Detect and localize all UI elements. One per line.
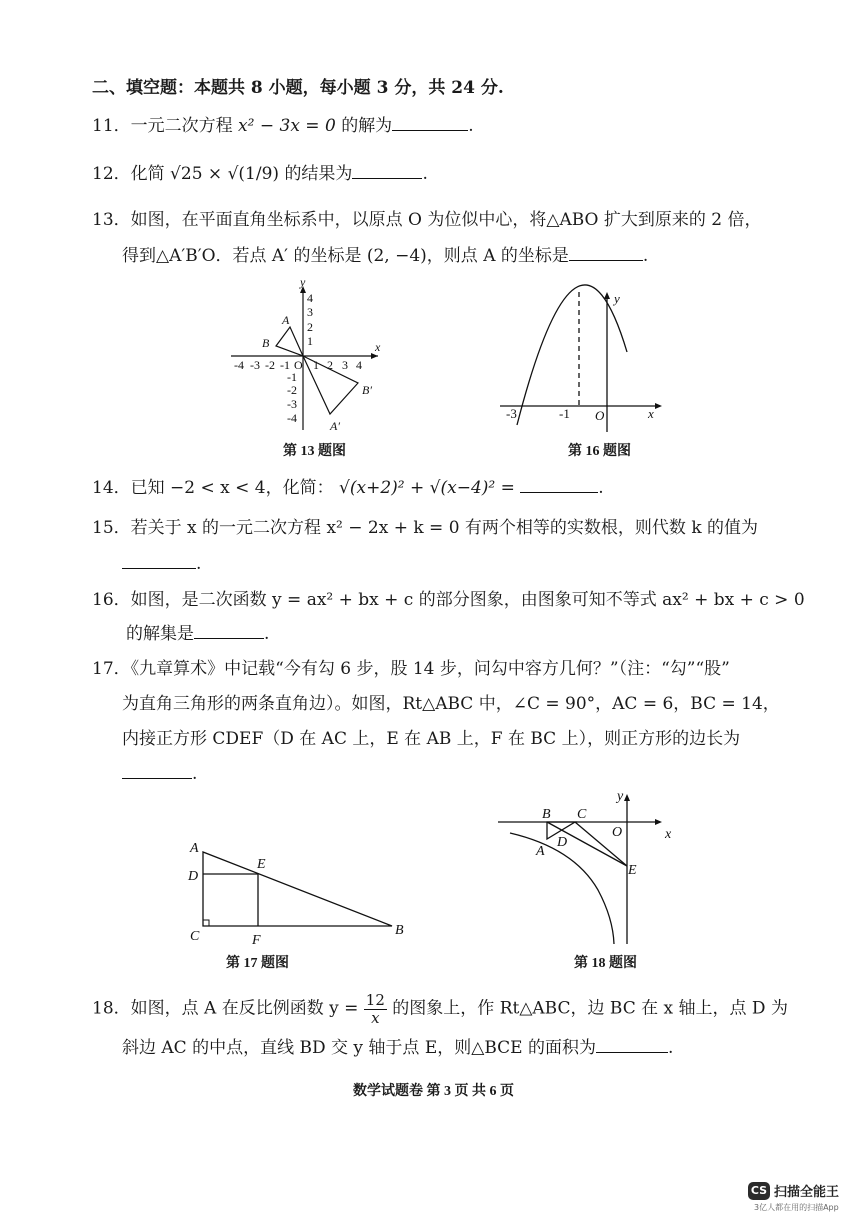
fig17-caption: 第 17 题图: [226, 956, 289, 971]
q16-number: 16．: [92, 590, 131, 610]
fig13-ytick: 3: [307, 305, 313, 319]
page-footer: 数学试题卷 第 3 页 共 6 页: [353, 1084, 514, 1099]
fig16-label-minus3: -3: [506, 406, 517, 421]
question-14: [92, 480, 604, 497]
question-18-line2: [122, 1040, 673, 1057]
fig18-x-arrow: [655, 819, 662, 825]
q14-answer-blank[interactable]: [520, 492, 598, 493]
fig13-xtick: 1: [313, 358, 319, 372]
q16-end: .: [264, 624, 270, 644]
fig17-label-D: D: [188, 869, 199, 884]
fig13-ytick: -3: [287, 397, 297, 411]
q15-number: 15．: [92, 518, 131, 538]
fig16-x-arrow: [655, 403, 662, 409]
fig13-ytick: -4: [287, 411, 297, 425]
fig17-label-B: B: [395, 923, 404, 938]
q11-end: .: [468, 116, 474, 136]
q11-number: 11．: [92, 116, 131, 136]
scanner-logo-icon: CS: [748, 1182, 770, 1200]
fig13-ytick: 4: [307, 291, 313, 305]
fig18-label-C: C: [577, 807, 587, 822]
fig17-label-E: E: [257, 857, 266, 872]
q11-suffix: 的解为: [341, 116, 393, 136]
q12-end: .: [422, 164, 428, 184]
fig17-label-A: A: [190, 841, 199, 856]
q18-fraction: [364, 992, 387, 1026]
q17-end: .: [192, 764, 198, 784]
fig13-label-B: B: [262, 336, 270, 350]
question-17-line4: [122, 766, 197, 783]
fig13-xtick: 3: [342, 358, 348, 372]
question-17-line3: 内接正方形 CDEF（D 在 AC 上，E 在 AB 上，F 在 BC 上），则正方形的边长为: [122, 729, 741, 749]
fig16-y-label: y: [614, 291, 620, 306]
fig18-label-E: E: [628, 863, 637, 878]
q13-number: 13．: [92, 210, 131, 230]
fig13-label-A: A: [282, 313, 290, 327]
q11-text: 一元二次方程: [130, 116, 233, 136]
q18-answer-blank[interactable]: [596, 1052, 668, 1053]
fig16-origin-label: O: [595, 408, 605, 423]
fig18-caption: 第 18 题图: [574, 956, 637, 971]
q11-equation: x² − 3x = 0: [238, 116, 336, 136]
section-title: 二、填空题：本题共 8 小题，每小题 3 分，共 24 分.: [92, 78, 504, 98]
q12-number: 12．: [92, 164, 131, 184]
question-17-line2: 为直角三角形的两条直角边）。如图，Rt△ABC 中，∠C = 90°，AC = 6，BC = 14，: [122, 694, 780, 714]
q14-text: 已知 −2 < x < 4，化简：: [130, 478, 334, 498]
fig13-xtick: -2: [265, 358, 275, 372]
fig18-label-x: x: [665, 827, 672, 842]
q17-answer-blank[interactable]: [122, 778, 192, 779]
fig16-parabola: [517, 285, 627, 425]
fig18-label-A: A: [536, 844, 545, 859]
q14-expression: √(x+2)² + √(x−4)² =: [339, 478, 515, 498]
fig13-xtick: 4: [356, 358, 362, 372]
scanner-tagline: 3亿人都在用的扫描App: [754, 1203, 839, 1212]
question-16-line2: [126, 626, 269, 643]
question-15: [92, 520, 758, 537]
fig13-label-B2: B′: [362, 383, 372, 397]
q15-end: .: [196, 554, 202, 574]
q12-expression: √25 × √(1/9): [170, 164, 280, 184]
q18-frac-num: 12: [365, 991, 385, 1009]
fig16-caption: 第 16 题图: [568, 444, 631, 459]
q13-line1: 如图，在平面直角坐标系中，以原点 O 为位似中心，将△ABO 扩大到原来的 2 倍，: [130, 210, 762, 230]
fig17-right-angle-mark: [203, 920, 209, 926]
fig18-label-B: B: [542, 807, 551, 822]
fig13-ytick: -1: [287, 370, 297, 384]
fig13-xtick: -1: [280, 358, 290, 372]
q18-frac-den: x: [371, 1008, 380, 1027]
q15-line1: 若关于 x 的一元二次方程 x² − 2x + k = 0 有两个相等的实数根，则代数 k 的值为: [130, 518, 759, 538]
q18-number: 18．: [92, 998, 131, 1019]
q17-number: 17．: [92, 659, 131, 679]
q16-answer-blank[interactable]: [194, 638, 264, 639]
q15-answer-blank[interactable]: [122, 568, 196, 569]
q13-line2: 得到△A′B′O．若点 A′ 的坐标是 (2, −4)，则点 A 的坐标是: [122, 246, 569, 266]
fig17-label-F: F: [252, 933, 261, 948]
q16-line2: 的解集是: [126, 624, 194, 644]
fig16-diagram: [500, 285, 662, 432]
fig18-label-y: y: [617, 789, 624, 804]
fig17-square-CDEF: [203, 874, 258, 926]
q12-suffix: 的结果为: [284, 164, 353, 184]
fig16-label-minus1: -1: [559, 406, 570, 421]
fig16-y-arrow: [604, 292, 610, 299]
fig16-x-label: x: [648, 406, 654, 421]
q18-line2: 斜边 AC 的中点，直线 BD 交 y 轴于点 E，则△BCE 的面积为: [122, 1038, 596, 1058]
fig13-ytick: -2: [287, 383, 297, 397]
fig17-triangle-ABC: [203, 852, 392, 926]
fig13-caption: 第 13 题图: [283, 444, 346, 459]
fig13-label-A2: A′: [330, 419, 340, 433]
q18-end: .: [667, 1038, 674, 1058]
q12-text: 化简: [130, 164, 165, 184]
fig18-label-O: O: [612, 825, 623, 840]
q18-line1a: 如图，点 A 在反比例函数 y =: [130, 998, 359, 1019]
q13-end: .: [642, 246, 649, 266]
fig17-label-C: C: [190, 929, 200, 944]
q14-end: .: [598, 478, 604, 498]
question-17-line1: [92, 661, 730, 678]
scanner-brand-name: 扫描全能王: [774, 1185, 840, 1200]
fig13-xtick: -4: [234, 358, 244, 372]
fig18-label-D: D: [557, 835, 568, 850]
q18-line1b: 的图象上，作 Rt△ABC，边 BC 在 x 轴上，点 D 为: [392, 998, 788, 1019]
q14-number: 14．: [92, 478, 131, 498]
fig13-xtick: 2: [327, 358, 333, 372]
fig13-x-label: x: [375, 340, 381, 354]
fig13-ytick: 2: [307, 320, 313, 334]
fig13-xtick: -3: [250, 358, 260, 372]
fig13-y-label: y: [300, 275, 306, 289]
fig13-ytick: 1: [307, 334, 313, 348]
question-18-line1: [92, 992, 788, 1026]
fig17-diagram: [203, 852, 392, 926]
question-15-line2: [122, 556, 201, 573]
question-16: [92, 592, 805, 609]
q17-line1: 《九章算术》中记载“今有勾 6 步，股 14 步，问勾中容方几何？”（注：“勾”“股”: [130, 659, 730, 679]
q16-line1: 如图，是二次函数 y = ax² + bx + c 的部分图象，由图象可知不等式 ax² + bx + c > 0: [130, 590, 805, 610]
scanner-watermark: [748, 1180, 840, 1212]
fig13-triangle-ABO: [276, 327, 303, 356]
fig18-y-arrow: [624, 794, 630, 801]
fig13-origin-label: O: [294, 358, 303, 372]
